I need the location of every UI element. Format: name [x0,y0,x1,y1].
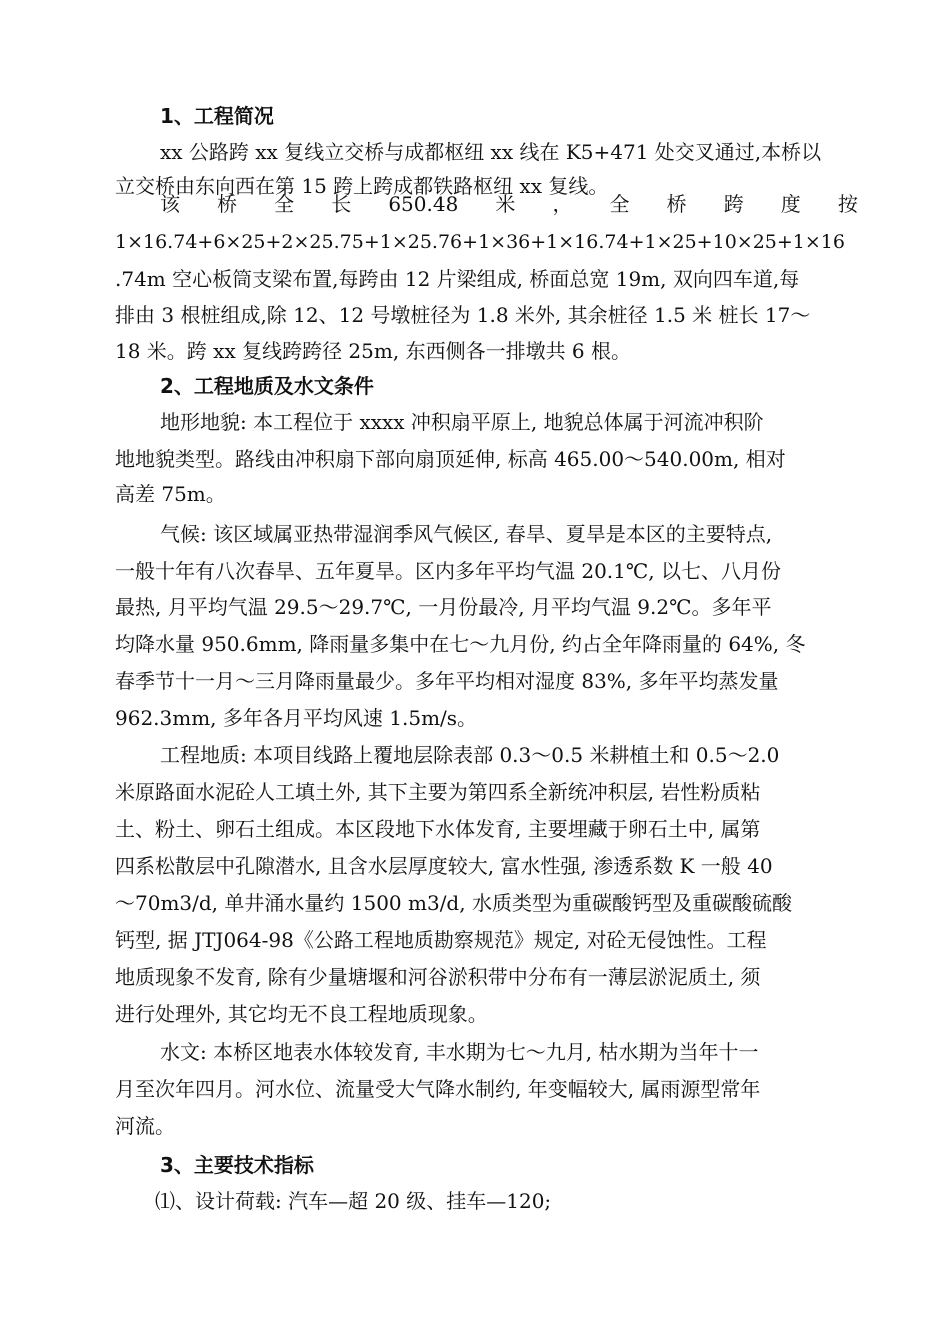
para-line: 水文: 本桥区地表水体较发育, 丰水期为七～九月, 枯水期为当年十一 [160,1040,759,1064]
word: 长 [331,192,352,216]
word: 按 [837,192,858,216]
spec-item: ⑴、设计荷载: 汽车—超 20 级、挂车—120; [155,1189,552,1213]
para-line: 土、粉土、卵石土组成。本区段地下水体发育, 主要埋藏于卵石土中, 属第 [115,817,761,841]
para-justified-line [160,187,858,221]
para-line: xx 公路跨 xx 复线立交桥与成都枢纽 xx 线在 K5+471 处交叉通过,本桥以 [160,140,822,164]
word: 全 [609,192,630,216]
section-3-heading: 3、主要技术指标 [160,1153,314,1177]
para-line: 立交桥由东向西在第 15 跨上跨成都铁路枢纽 xx 复线。 [115,174,609,198]
para-line: 18 米。跨 xx 复线跨跨径 25m, 东西侧各一排墩共 6 根。 [115,339,632,363]
para-line: 最热, 月平均气温 29.5～29.7℃, 一月份最冷, 月平均气温 9.2℃。多年平 [115,595,772,619]
para-line: ～70m3/d, 单井涌水量约 1500 m3/d, 水质类型为重碳酸钙型及重碳酸硫酸 [115,891,792,915]
para-line: 四系松散层中孔隙潜水, 且含水层厚度较大, 富水性强, 渗透系数 K 一般 40 [115,854,773,878]
para-line: 地质现象不发育, 除有少量塘堰和河谷淤积带中分布有一薄层淤泥质土, 须 [115,965,761,989]
para-line: 均降水量 950.6mm, 降雨量多集中在七～九月份, 约占全年降雨量的 64%, 冬 [115,632,806,656]
word: 米 [495,192,516,216]
section-2-heading: 2、工程地质及水文条件 [160,374,374,398]
para-line: 气候: 该区域属亚热带湿润季风气候区, 春旱、夏旱是本区的主要特点, [160,522,773,546]
para-line: 春季节十一月～三月降雨量最少。多年平均相对湿度 83%, 多年平均蒸发量 [115,669,779,693]
para-line: 排由 3 根桩组成,除 12、12 号墩桩径为 1.8 米外, 其余桩径 1.5 米 桩长 17～ [115,303,811,327]
para-line: 962.3mm, 多年各月平均风速 1.5m/s。 [115,706,478,730]
word: 度 [780,192,801,216]
word: 跨 [723,192,744,216]
para-line: 高差 75m。 [115,482,226,506]
section-1-heading: 1、工程简况 [160,104,274,128]
word: 650.48 [388,192,459,216]
para-line: 地形地貌: 本工程位于 xxxx 冲积扇平原上, 地貌总体属于河流冲积阶 [160,410,764,434]
word: ， [552,192,573,216]
para-line: .74m 空心板筒支梁布置,每跨由 12 片梁组成, 桥面总宽 19m, 双向四车道,每 [115,267,800,291]
word: 该 [160,192,180,216]
para-line: 进行处理外, 其它均无不良工程地质现象。 [115,1002,488,1026]
word: 全 [274,192,295,216]
para-line: 地地貌类型。路线由冲积扇下部向扇顶延伸, 标高 465.00～540.00m, 相对 [115,447,786,471]
para-line: 1×16.74+6×25+2×25.75+1×25.76+1×36+1×16.74+1×25+10×25+1×16 [115,231,845,253]
para-line: 河流。 [115,1114,175,1138]
para-line: 钙型, 据 JTJ064-98《公路工程地质勘察规范》规定, 对砼无侵蚀性。工程 [115,928,767,952]
word: 桥 [666,192,687,216]
para-line: 米原路面水泥砼人工填土外, 其下主要为第四系全新统冲积层, 岩性粉质粘 [115,780,761,804]
word: 桥 [217,192,238,216]
para-line: 一般十年有八次春旱、五年夏旱。区内多年平均气温 20.1℃, 以七、八月份 [115,559,781,583]
para-line: 工程地质: 本项目线路上覆地层除表部 0.3～0.5 米耕植土和 0.5～2.0 [160,743,780,767]
para-line: 月至次年四月。河水位、流量受大气降水制约, 年变幅较大, 属雨源型常年 [115,1077,761,1101]
